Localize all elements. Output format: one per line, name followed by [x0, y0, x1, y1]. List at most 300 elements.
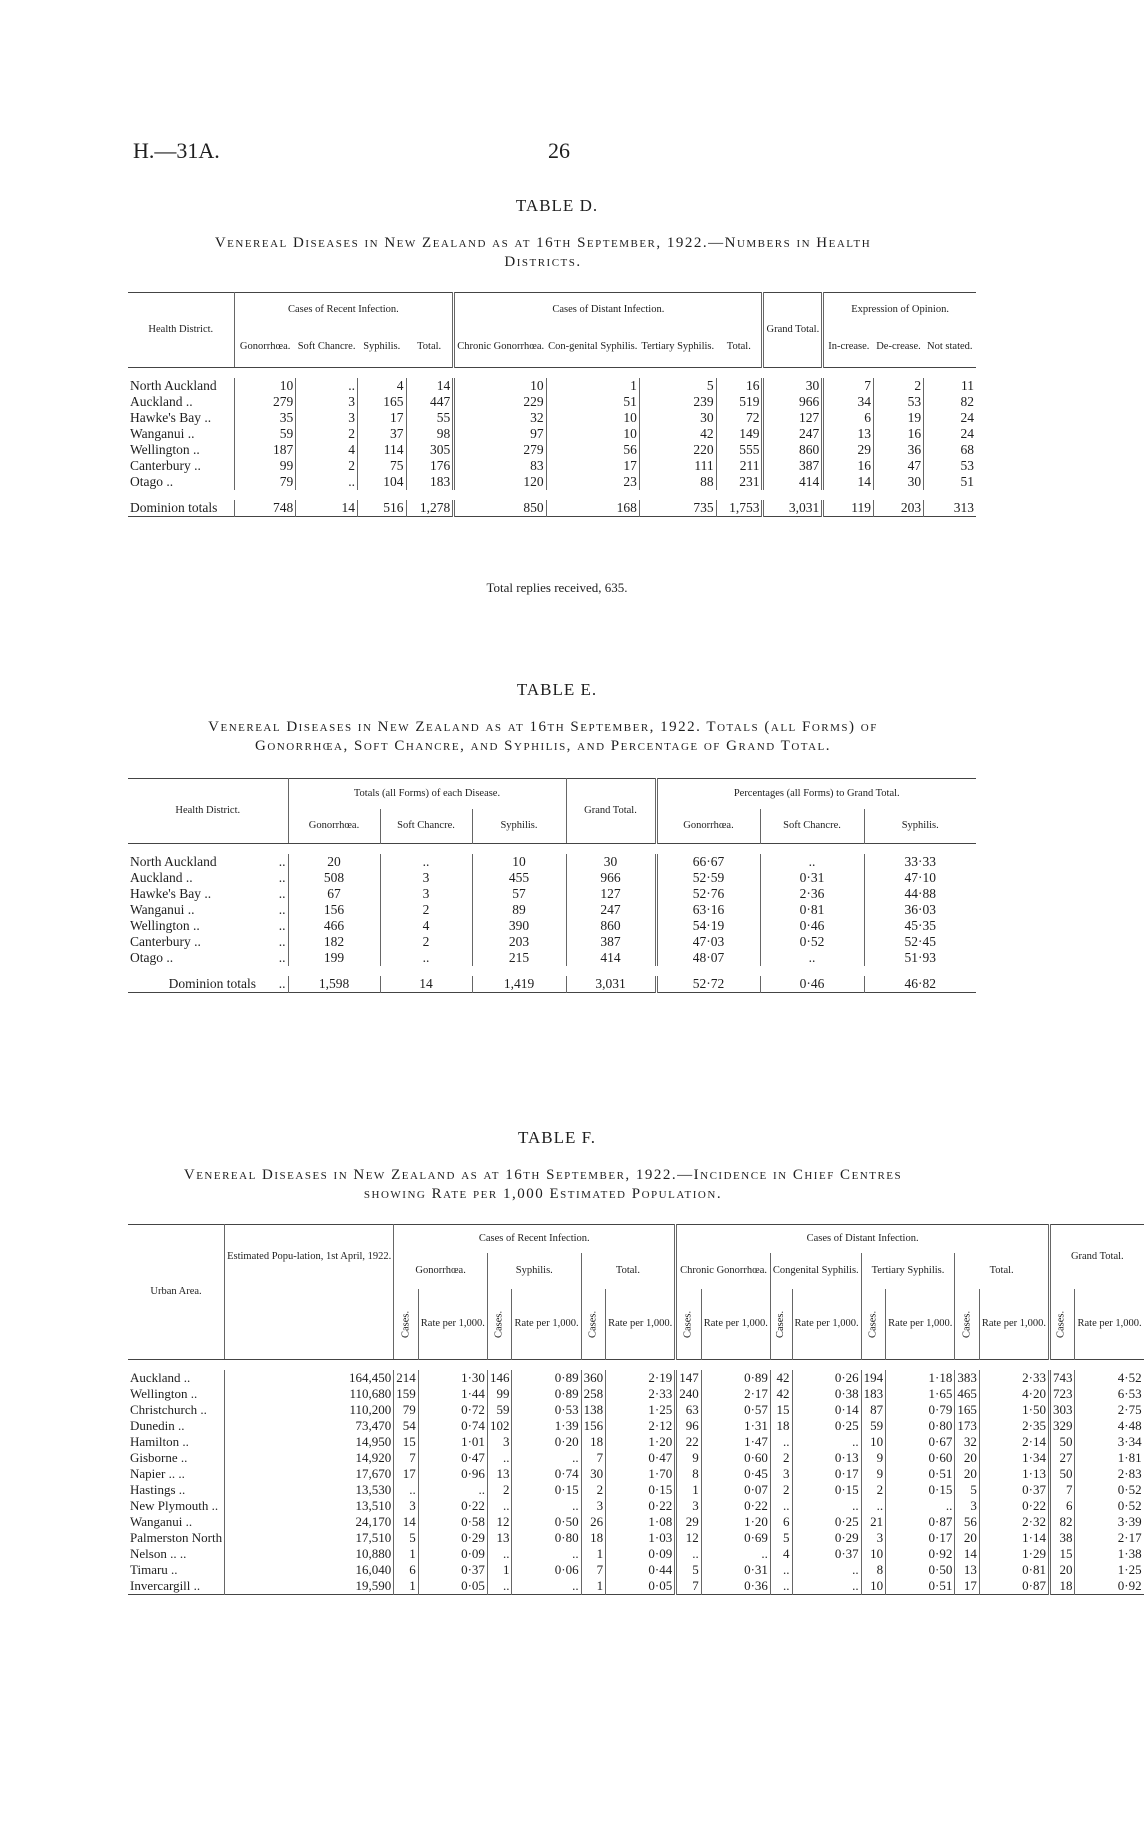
table-cell: 20 — [955, 1530, 980, 1546]
table-cell: 1·14 — [979, 1530, 1049, 1546]
table-cell: 32 — [955, 1434, 980, 1450]
table-cell: 79 — [234, 474, 296, 490]
urban-area-name: Napier .. .. — [130, 1465, 185, 1481]
table-cell: 2 — [770, 1450, 792, 1466]
table-cell: 9 — [676, 1450, 702, 1466]
table-cell: 0·81 — [979, 1562, 1049, 1578]
table-cell: 59 — [234, 426, 296, 442]
table-cell: 23 — [546, 474, 639, 490]
table-cell: .. — [512, 1546, 581, 1562]
totals-cell: 313 — [924, 500, 976, 517]
table-row — [128, 902, 976, 918]
table-cell: 34 — [823, 394, 874, 410]
table-cell: 11 — [924, 378, 976, 394]
table-cell: 38 — [1049, 1530, 1075, 1546]
table-cell: 383 — [955, 1370, 980, 1386]
leader-dots: .. — [278, 854, 286, 869]
group-distant-infection: Cases of Distant Infection. — [454, 293, 763, 328]
table-cell: 8 — [676, 1466, 702, 1482]
table-cell: 127 — [566, 886, 656, 902]
table-cell: 1·13 — [979, 1466, 1049, 1482]
table-cell: 96 — [676, 1418, 702, 1434]
table-cell: 2 — [581, 1482, 606, 1498]
table-cell: 17,670 — [225, 1466, 394, 1482]
table-row — [128, 1466, 1144, 1482]
table-cell: 0·38 — [792, 1386, 861, 1402]
table-cell: 3 — [676, 1498, 702, 1514]
totals-cell: 1,419 — [472, 976, 566, 993]
table-cell: 9 — [861, 1450, 886, 1466]
table-cell: .. — [886, 1498, 955, 1514]
table-cell: 67 — [288, 886, 380, 902]
table-cell: 48·07 — [656, 950, 760, 966]
table-cell: 17 — [357, 410, 406, 426]
table-cell: .. — [792, 1498, 861, 1514]
table-cell: 0·25 — [792, 1514, 861, 1530]
totals-cell: 0·46 — [760, 976, 864, 993]
district-name: Otago .. — [130, 950, 174, 965]
table-cell: 0·79 — [886, 1402, 955, 1418]
totals-cell: 46·82 — [864, 976, 976, 993]
table-cell: .. — [770, 1578, 792, 1595]
table-cell: 156 — [581, 1418, 606, 1434]
table-cell: 0·06 — [512, 1562, 581, 1578]
table-cell: 0·89 — [512, 1370, 581, 1386]
table-cell: 21 — [861, 1514, 886, 1530]
table-cell: 17 — [394, 1466, 419, 1482]
table-cell: 22 — [676, 1434, 702, 1450]
table-cell: 2·33 — [979, 1370, 1049, 1386]
table-cell: 30 — [581, 1466, 606, 1482]
table-cell: 414 — [763, 474, 823, 490]
table-cell: 0·69 — [701, 1530, 770, 1546]
table-cell: 164,450 — [225, 1370, 394, 1386]
table-cell: 42 — [770, 1370, 792, 1386]
table-cell: 14,950 — [225, 1434, 394, 1450]
table-cell: 110,680 — [225, 1386, 394, 1402]
district-name: Canterbury .. — [130, 458, 201, 473]
col-header: Chronic Gonorrhœa. — [454, 327, 546, 368]
col-header: Total. — [417, 341, 442, 352]
table-cell: 1·47 — [701, 1434, 770, 1450]
table-cell: 0·31 — [760, 870, 864, 886]
table-cell: 36 — [873, 442, 923, 458]
table-cell: 0·09 — [606, 1546, 676, 1562]
table-cell: 16 — [873, 426, 923, 442]
table-row — [128, 1482, 1144, 1498]
table-cell: 10 — [454, 378, 546, 394]
table-cell: .. — [760, 950, 864, 966]
table-e-subtitle — [133, 718, 953, 756]
table-cell: 15 — [770, 1402, 792, 1418]
table-cell: 4 — [357, 378, 406, 394]
table-cell: 3 — [296, 394, 358, 410]
table-cell: 187 — [234, 442, 296, 458]
totals-cell: 1,753 — [716, 500, 763, 517]
col-grand-total: Grand Total. — [566, 779, 656, 844]
table-cell: .. — [676, 1546, 702, 1562]
table-cell: .. — [487, 1450, 512, 1466]
table-cell: 4 — [380, 918, 472, 934]
table-cell: 16,040 — [225, 1562, 394, 1578]
table-cell: 3 — [296, 410, 358, 426]
col-header: Gonorrhœa. — [656, 809, 760, 844]
rate-header: Rate per 1,000. — [792, 1289, 861, 1359]
col-header: Not stated. — [927, 341, 973, 352]
table-cell: 24 — [924, 426, 976, 442]
district-name: Hawke's Bay .. — [130, 886, 212, 901]
table-cell: 0·17 — [886, 1530, 955, 1546]
cases-header: Cases. — [487, 1289, 512, 1359]
table-cell: 10,880 — [225, 1546, 394, 1562]
table-cell: 19,590 — [225, 1578, 394, 1595]
totals-cell: 52·72 — [656, 976, 760, 993]
table-cell: 5 — [639, 378, 716, 394]
table-cell: 1·08 — [606, 1514, 676, 1530]
table-cell: 743 — [1049, 1370, 1075, 1386]
table-e — [128, 778, 976, 993]
table-row — [128, 1402, 1144, 1418]
leader-dots: .. — [278, 976, 286, 991]
table-row — [128, 1386, 1144, 1402]
table-cell: 1·38 — [1075, 1546, 1144, 1562]
table-cell: 73,470 — [225, 1418, 394, 1434]
table-cell: 146 — [487, 1370, 512, 1386]
table-cell: 2 — [296, 426, 358, 442]
table-cell: 0·80 — [886, 1418, 955, 1434]
urban-area-name: Dunedin .. — [130, 1417, 185, 1433]
table-cell: 18 — [581, 1530, 606, 1546]
urban-area-name: Wanganui .. — [130, 1513, 193, 1529]
col-header: Gonorrhœa. — [234, 327, 296, 368]
table-cell: 3 — [380, 886, 472, 902]
table-cell: 10 — [861, 1434, 886, 1450]
col-header: De-crease. — [876, 341, 921, 352]
leader-dots: .. — [278, 950, 286, 965]
table-cell: 3 — [770, 1466, 792, 1482]
table-cell: 52·76 — [656, 886, 760, 902]
col-estimated-population: Estimated Popu-lation, 1st April, 1922. — [225, 1225, 394, 1360]
table-cell: 0·67 — [886, 1434, 955, 1450]
table-cell: 211 — [716, 458, 763, 474]
table-cell: 79 — [394, 1402, 419, 1418]
group-expression-of-opinion: Expression of Opinion. — [823, 293, 976, 328]
col-urban-area: Urban Area. — [128, 1225, 225, 1360]
table-cell: 0·15 — [792, 1482, 861, 1498]
table-cell: 2·12 — [606, 1418, 676, 1434]
table-cell: 165 — [955, 1402, 980, 1418]
table-cell: 120 — [454, 474, 546, 490]
table-cell: 30 — [763, 378, 823, 394]
table-d-subtitle-line-2: Districts. — [504, 254, 582, 270]
table-cell: 88 — [639, 474, 716, 490]
table-cell: 6·53 — [1075, 1386, 1144, 1402]
page-number: 26 — [548, 138, 570, 163]
table-cell: 18 — [581, 1434, 606, 1450]
table-cell: 14,920 — [225, 1450, 394, 1466]
table-cell: 5 — [770, 1530, 792, 1546]
table-cell: 1·01 — [418, 1434, 487, 1450]
table-cell: 0·58 — [418, 1514, 487, 1530]
table-d-title: TABLE D. — [515, 196, 599, 215]
urban-area-name: Palmerston North — [130, 1529, 223, 1545]
urban-area-name: Wellington .. — [130, 1385, 198, 1401]
table-cell: 0·52 — [1075, 1482, 1144, 1498]
table-row — [128, 1562, 1144, 1578]
table-cell: 7 — [394, 1450, 419, 1466]
rate-header: Rate per 1,000. — [886, 1289, 955, 1359]
table-cell: 10 — [861, 1546, 886, 1562]
col-grand-total: Grand Total. — [763, 293, 823, 368]
table-cell: 98 — [406, 426, 454, 442]
table-cell: 1·30 — [418, 1370, 487, 1386]
table-cell: 55 — [406, 410, 454, 426]
table-cell: 10 — [472, 854, 566, 870]
table-cell: 35 — [234, 410, 296, 426]
table-cell: 4·48 — [1075, 1418, 1144, 1434]
table-cell: 2·32 — [979, 1514, 1049, 1530]
table-cell: 4·20 — [979, 1386, 1049, 1402]
table-cell: 0·51 — [886, 1466, 955, 1482]
table-cell: 0·81 — [760, 902, 864, 918]
table-row — [128, 934, 976, 950]
table-cell: 2·35 — [979, 1418, 1049, 1434]
table-cell: 966 — [763, 394, 823, 410]
table-cell: .. — [861, 1498, 886, 1514]
table-cell: 0·15 — [512, 1482, 581, 1498]
table-cell: 6 — [823, 410, 874, 426]
table-cell: 360 — [581, 1370, 606, 1386]
table-cell: 54 — [394, 1418, 419, 1434]
table-cell: 110,200 — [225, 1402, 394, 1418]
rate-header: Rate per 1,000. — [606, 1289, 676, 1359]
table-cell: 13 — [823, 426, 874, 442]
table-d — [128, 292, 976, 517]
table-cell: 173 — [955, 1418, 980, 1434]
col-health-district: Health District. — [128, 293, 234, 368]
table-row — [128, 886, 976, 902]
col-header: Soft Chancre. — [760, 809, 864, 844]
table-cell: 44·88 — [864, 886, 976, 902]
table-cell: 89 — [472, 902, 566, 918]
table-cell: 1·39 — [512, 1418, 581, 1434]
leader-dots: .. — [278, 870, 286, 885]
totals-cell: 516 — [357, 500, 406, 517]
col-header: Tertiary Syphilis. — [641, 341, 715, 352]
table-cell: 24 — [924, 410, 976, 426]
table-cell: 17 — [546, 458, 639, 474]
table-cell: 7 — [581, 1450, 606, 1466]
table-cell: 0·22 — [979, 1498, 1049, 1514]
col-header: Gonorrhœa. — [288, 809, 380, 844]
table-cell: .. — [770, 1434, 792, 1450]
table-cell: .. — [512, 1450, 581, 1466]
table-cell: 149 — [716, 426, 763, 442]
table-cell: 239 — [639, 394, 716, 410]
totals-cell: 1,598 — [288, 976, 380, 993]
table-cell: 52·59 — [656, 870, 760, 886]
table-cell: 1 — [394, 1578, 419, 1595]
table-cell: 15 — [1049, 1546, 1075, 1562]
table-cell: .. — [418, 1482, 487, 1498]
table-cell: 555 — [716, 442, 763, 458]
table-cell: 10 — [546, 410, 639, 426]
table-d-note: Total replies received, 635. — [486, 580, 628, 595]
table-cell: 0·92 — [1075, 1578, 1144, 1595]
rate-header: Rate per 1,000. — [418, 1289, 487, 1359]
table-cell: 13 — [487, 1530, 512, 1546]
table-cell: 5 — [676, 1562, 702, 1578]
table-cell: 14 — [955, 1546, 980, 1562]
table-cell: 390 — [472, 918, 566, 934]
table-row — [128, 950, 976, 966]
table-cell: 215 — [472, 950, 566, 966]
totals-cell: 1,278 — [406, 500, 454, 517]
table-cell: 66·67 — [656, 854, 760, 870]
table-cell: 4 — [296, 442, 358, 458]
table-cell: 2 — [861, 1482, 886, 1498]
table-cell: 0·31 — [701, 1562, 770, 1578]
cases-header: Cases. — [581, 1289, 606, 1359]
table-cell: 57 — [472, 886, 566, 902]
table-cell: 305 — [406, 442, 454, 458]
table-row — [128, 1370, 1144, 1386]
table-cell: 1·70 — [606, 1466, 676, 1482]
table-row — [128, 442, 976, 458]
table-cell: 20 — [955, 1450, 980, 1466]
table-cell: 17 — [955, 1578, 980, 1595]
table-cell: 1 — [581, 1546, 606, 1562]
table-cell: 0·47 — [606, 1450, 676, 1466]
table-cell: 1·25 — [1075, 1562, 1144, 1578]
table-cell: 15 — [394, 1434, 419, 1450]
table-cell: 1 — [676, 1482, 702, 1498]
table-cell: 159 — [394, 1386, 419, 1402]
table-cell: .. — [296, 378, 358, 394]
table-cell: 1·44 — [418, 1386, 487, 1402]
totals-cell: 735 — [639, 500, 716, 517]
table-f-subtitle — [133, 1166, 953, 1204]
urban-area-name: Invercargill .. — [130, 1577, 201, 1593]
table-f — [128, 1224, 1144, 1595]
table-cell: 0·80 — [512, 1530, 581, 1546]
table-cell: 1·34 — [979, 1450, 1049, 1466]
table-cell: 47·03 — [656, 934, 760, 950]
spacer-row — [128, 844, 976, 855]
table-cell: 14 — [823, 474, 874, 490]
table-cell: 6 — [1049, 1498, 1075, 1514]
table-cell: .. — [394, 1482, 419, 1498]
table-row — [128, 1450, 1144, 1466]
table-cell: 47·10 — [864, 870, 976, 886]
table-cell: 37 — [357, 426, 406, 442]
table-cell: 2·36 — [760, 886, 864, 902]
table-cell: 54·19 — [656, 918, 760, 934]
table-cell: 26 — [581, 1514, 606, 1530]
table-row — [128, 474, 976, 490]
table-cell: .. — [701, 1546, 770, 1562]
table-cell: 0·44 — [606, 1562, 676, 1578]
table-cell: 0·57 — [701, 1402, 770, 1418]
table-cell: 0·26 — [792, 1370, 861, 1386]
table-cell: 194 — [861, 1370, 886, 1386]
district-name: Auckland .. — [130, 870, 193, 885]
group-recent-infection: Cases of Recent Infection. — [394, 1225, 676, 1254]
table-cell: 83 — [454, 458, 546, 474]
table-cell: 0·50 — [512, 1514, 581, 1530]
table-cell: 7 — [676, 1578, 702, 1595]
table-cell: 14 — [406, 378, 454, 394]
table-cell: 447 — [406, 394, 454, 410]
district-name: Hawke's Bay .. — [130, 410, 212, 425]
table-cell: 8 — [861, 1562, 886, 1578]
table-cell: 329 — [1049, 1418, 1075, 1434]
totals-cell: 748 — [234, 500, 296, 517]
table-cell: 3 — [380, 870, 472, 886]
table-row — [128, 458, 976, 474]
urban-area-name: New Plymouth .. — [130, 1497, 219, 1513]
table-cell: 47 — [873, 458, 923, 474]
table-cell: 1·65 — [886, 1386, 955, 1402]
table-cell: 1 — [394, 1546, 419, 1562]
table-cell: 0·15 — [886, 1482, 955, 1498]
table-cell: .. — [487, 1498, 512, 1514]
col-header: Con-genital Syphilis. — [548, 341, 638, 352]
totals-label: Dominion totals — [168, 976, 256, 991]
table-cell: .. — [380, 950, 472, 966]
table-cell: 2·19 — [606, 1370, 676, 1386]
table-cell: 1·81 — [1075, 1450, 1144, 1466]
table-cell: 966 — [566, 870, 656, 886]
totals-cell: 3,031 — [566, 976, 656, 993]
table-cell: 2 — [380, 902, 472, 918]
table-cell: 51 — [546, 394, 639, 410]
table-row — [128, 426, 976, 442]
table-cell: 72 — [716, 410, 763, 426]
table-cell: 0·50 — [886, 1562, 955, 1578]
col-header: In-crease. — [823, 327, 874, 368]
table-cell: 1·18 — [886, 1370, 955, 1386]
table-row — [128, 918, 976, 934]
district-name: Wanganui .. — [130, 426, 195, 441]
table-cell: .. — [512, 1498, 581, 1514]
table-cell: 147 — [676, 1370, 702, 1386]
table-cell: 519 — [716, 394, 763, 410]
table-cell: 51 — [924, 474, 976, 490]
table-cell: 199 — [288, 950, 380, 966]
table-cell: 2·33 — [606, 1386, 676, 1402]
table-cell: 138 — [581, 1402, 606, 1418]
table-cell: 2 — [296, 458, 358, 474]
table-cell: 7 — [581, 1562, 606, 1578]
table-cell: 24,170 — [225, 1514, 394, 1530]
table-cell: 0·22 — [606, 1498, 676, 1514]
table-row — [128, 394, 976, 410]
table-cell: 165 — [357, 394, 406, 410]
table-cell: 1 — [581, 1578, 606, 1595]
table-cell: 99 — [234, 458, 296, 474]
table-cell: 303 — [1049, 1402, 1075, 1418]
table-cell: 1 — [546, 378, 639, 394]
table-cell: 127 — [763, 410, 823, 426]
col-header: Soft Chancre. — [297, 341, 356, 352]
table-cell: 0·87 — [886, 1514, 955, 1530]
urban-area-name: Hastings .. — [130, 1481, 186, 1497]
table-cell: 68 — [924, 442, 976, 458]
table-cell: 12 — [487, 1514, 512, 1530]
table-cell: 56 — [955, 1514, 980, 1530]
table-f-title: TABLE F. — [517, 1128, 596, 1147]
